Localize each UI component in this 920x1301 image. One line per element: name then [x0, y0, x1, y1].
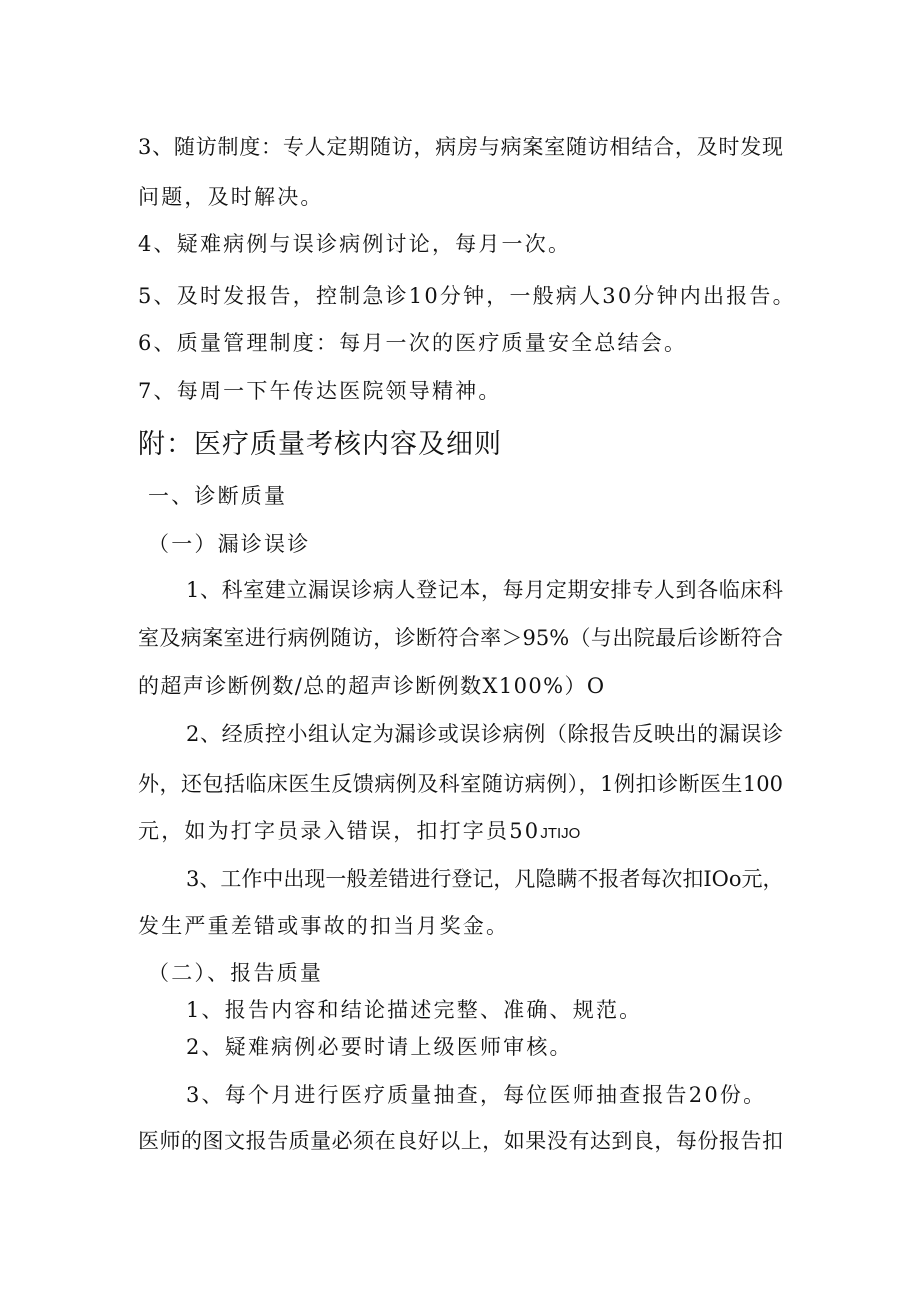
paragraph-line: 1、科室建立漏误诊病人登记本，每月定期安排专人到各临床科 [186, 578, 783, 602]
paragraph-line: 室及病案室进行病例随访，诊断符合率＞95%（与出院最后诊断符合 [138, 626, 783, 650]
paragraph-line: 发生严重差错或事故的扣当月奖金。 [138, 914, 510, 938]
paragraph-line: 6、质量管理制度：每月一次的医疗质量安全总结会。 [138, 331, 688, 355]
paragraph-line: 2、经质控小组认定为漏诊或误诊病例（除报告反映出的漏误诊 [186, 722, 783, 746]
subsection-heading: （二）、报告质量 [148, 961, 324, 985]
paragraph-line: 的超声诊断例数/总的超声诊断例数X100%）O [138, 674, 606, 698]
paragraph-line: 7、每周一下午传达医院领导精神。 [138, 379, 502, 403]
paragraph-text: 元，如为打字员录入错误，扣打字员50 [138, 819, 541, 843]
paragraph-line: 医师的图文报告质量必须在良好以上，如果没有达到良，每份报告扣 [138, 1129, 783, 1153]
list-item: 2、疑难病例必要时请上级医师审核。 [186, 1035, 573, 1059]
paragraph-line: 问题，及时解决。 [138, 185, 324, 209]
list-item: 3、每个月进行医疗质量抽查，每位医师抽查报告20份。 [186, 1083, 767, 1107]
paragraph-line: 3、随访制度：专人定期随访，病房与病案室随访相结合，及时发现 [138, 135, 783, 159]
section-heading: 一、诊断质量 [148, 484, 288, 508]
subsection-heading: （一）漏诊误诊 [148, 532, 311, 556]
list-item: 1、报告内容和结论描述完整、准确、规范。 [186, 998, 643, 1022]
paragraph-line: 4、疑难病例与误诊病例讨论，每月一次。 [138, 232, 572, 256]
paragraph-text-garbled: JTIJO [540, 825, 581, 842]
paragraph-line [138, 817, 580, 848]
paragraph-line: 外，还包括临床医生反馈病例及科室随访病例），1例扣诊断医生100 [138, 772, 783, 796]
appendix-title: 附：医疗质量考核内容及细则 [138, 429, 502, 460]
paragraph-line: 3、工作中出现一般差错进行登记，凡隐瞒不报者每次扣IOo元， [186, 867, 784, 891]
paragraph-line: 5、及时发报告，控制急诊10分钟，一般病人30分钟内出报告。 [138, 284, 796, 308]
